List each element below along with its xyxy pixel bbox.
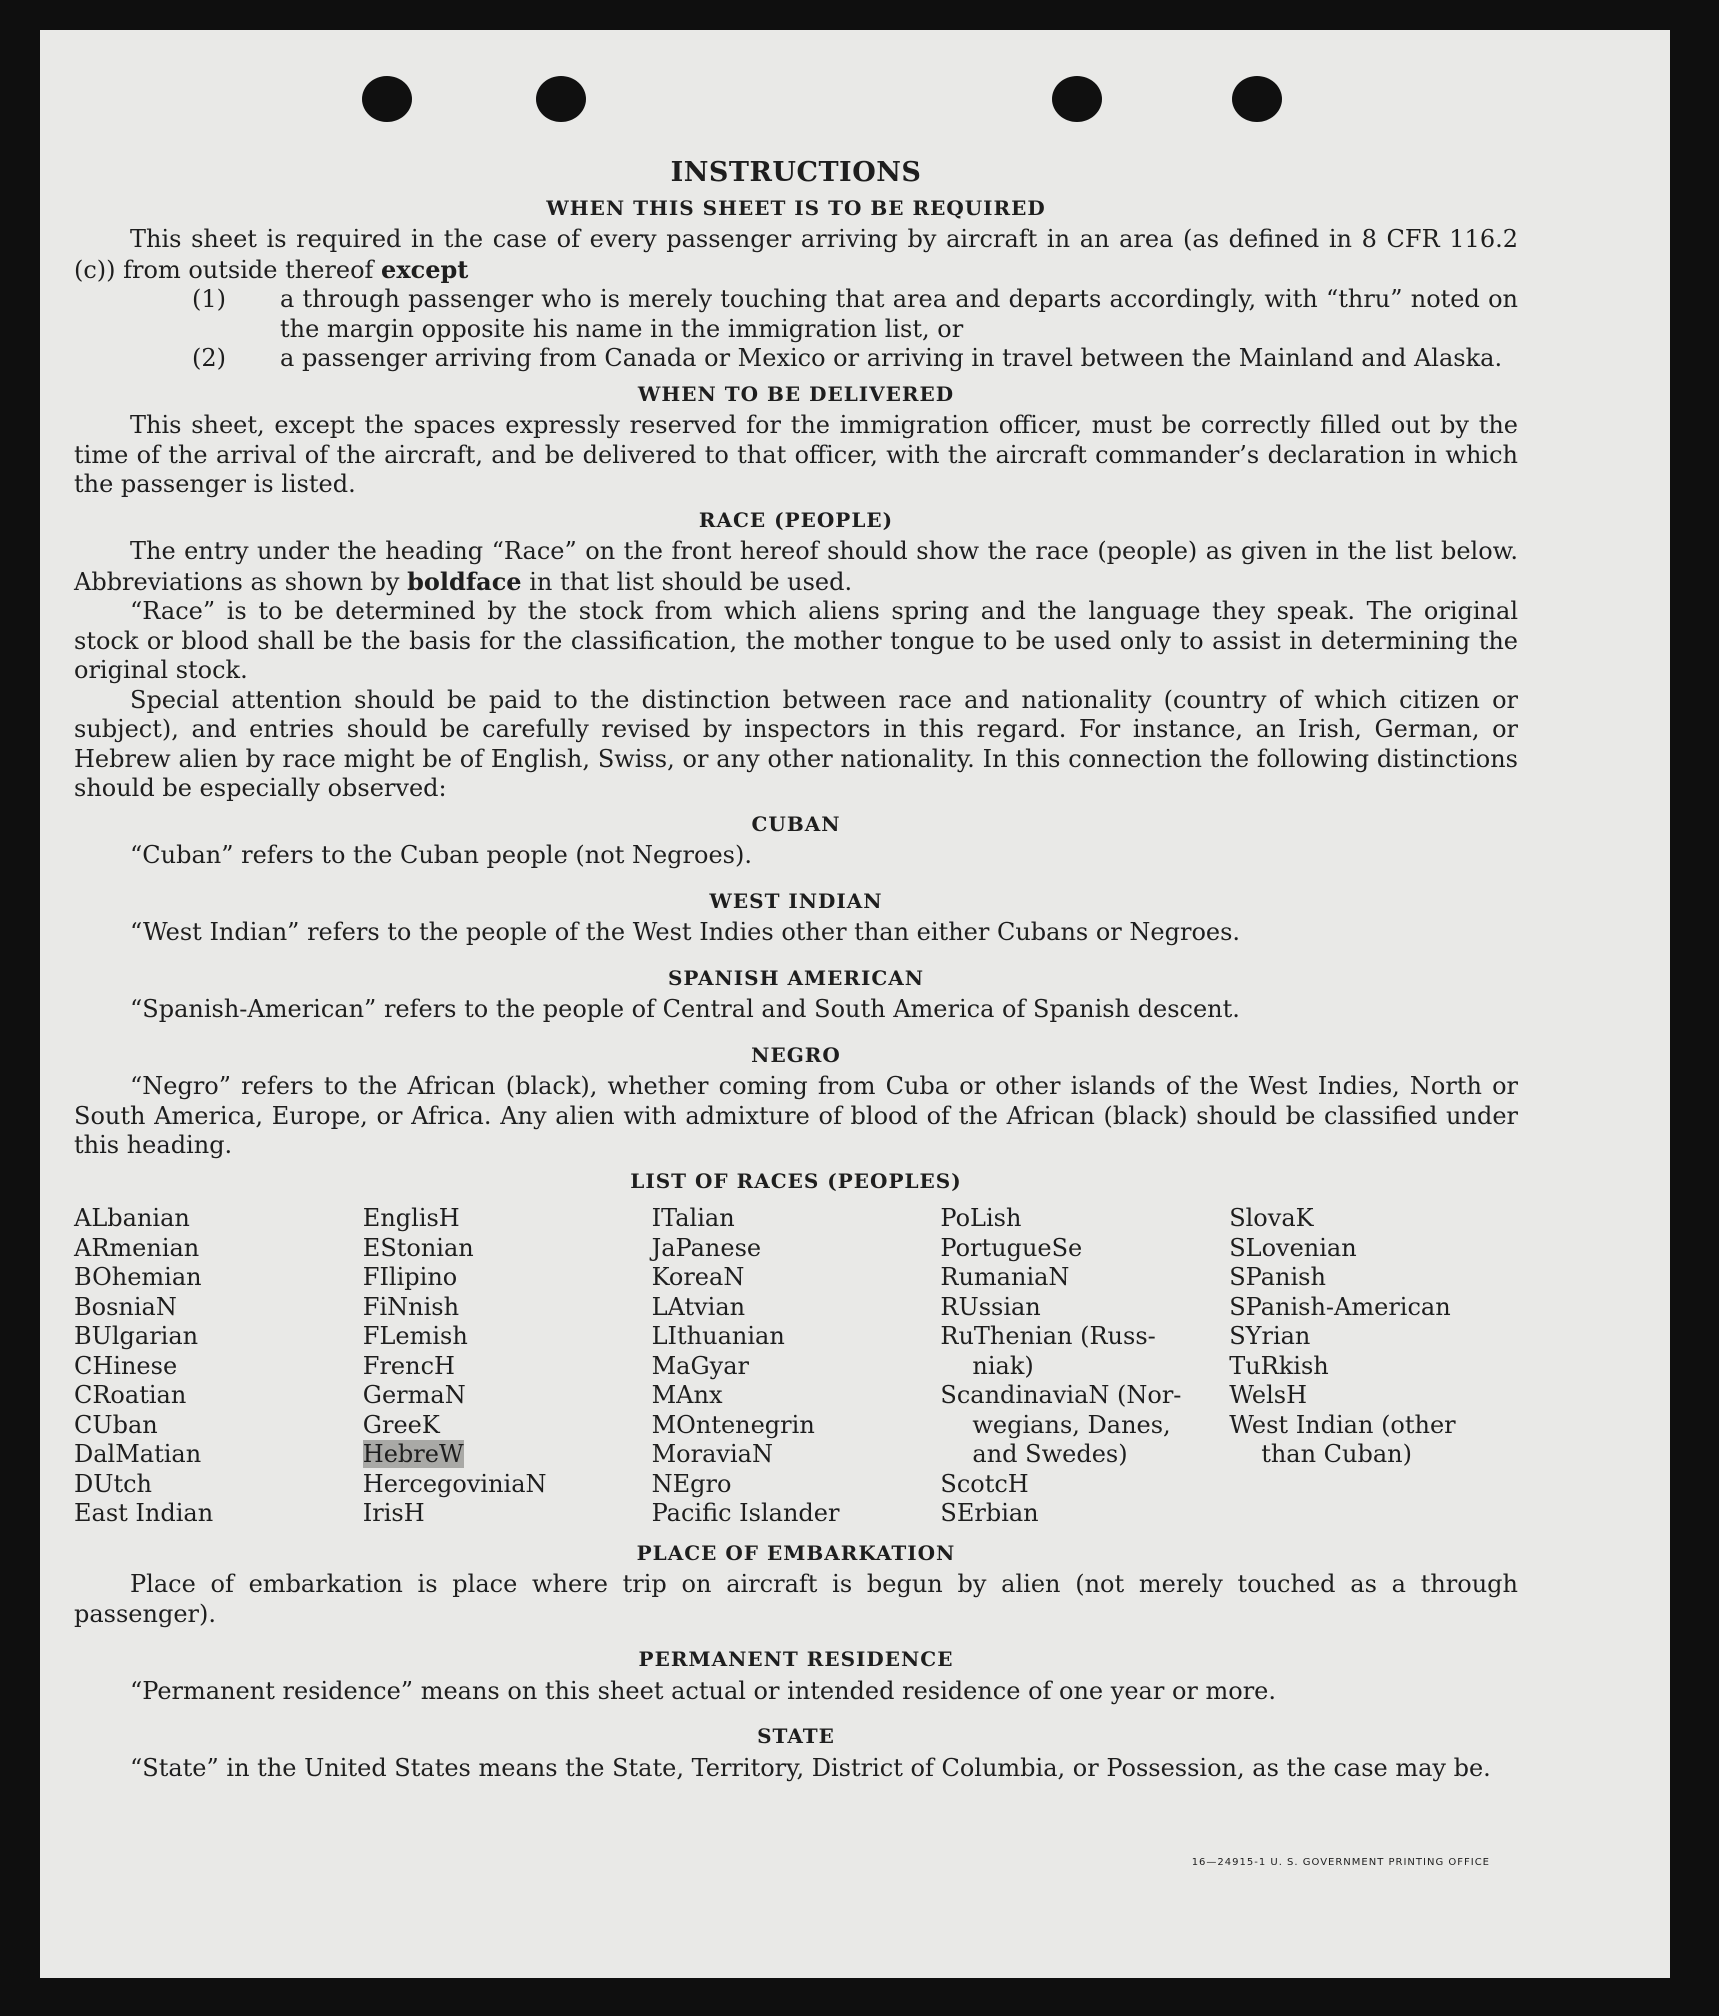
state-text: “State” in the United States means the State, Territory, District of Columbia, or Possession, as the case may be. <box>130 1753 1491 1782</box>
race-entry: RuThenian (Russ- <box>940 1322 1156 1350</box>
race-entry: DUtch <box>74 1469 153 1498</box>
race-entry: ALbanian <box>74 1204 190 1232</box>
race-entry: GermaN <box>362 1381 466 1409</box>
printer-imprint: 16—24915-1 U. S. GOVERNMENT PRINTING OFFICE <box>1191 1857 1490 1868</box>
race-entry-continued: and Swedes) <box>972 1440 1128 1468</box>
race-entry: FIlipino <box>362 1263 458 1291</box>
race-entry: RUssian <box>940 1292 1041 1321</box>
race-entry: SLovenian <box>1229 1233 1357 1262</box>
race-entry: LAtvian <box>651 1292 746 1321</box>
instructions-content <box>74 158 1518 1783</box>
race-entry: MAnx <box>651 1381 723 1409</box>
races-column <box>74 1204 363 1529</box>
race-entry: BUlgarian <box>74 1322 199 1350</box>
race-entry: FiNnish <box>362 1292 460 1321</box>
heading-cuban: CUBAN <box>751 811 841 836</box>
punch-hole <box>362 76 412 122</box>
heading-race: RACE (PEOPLE) <box>698 507 894 532</box>
document-sheet <box>40 30 1670 1978</box>
race-entry: IrisH <box>362 1499 425 1527</box>
list-item: (2) a passenger arriving from Canada or Mexico or arriving in travel between the Mainland and Alaska. <box>192 344 1503 372</box>
residence-text: “Permanent residence” means on this sheet actual or intended residence of one year or more. <box>130 1676 1276 1705</box>
race-entry: CRoatian <box>74 1381 187 1409</box>
race-entry-continued: than Cuban) <box>1261 1440 1412 1468</box>
race-entry-continued: wegians, Danes, <box>972 1410 1171 1439</box>
races-column <box>1229 1204 1518 1529</box>
race-entry: BosniaN <box>74 1292 177 1321</box>
heading-residence: PERMANENT RESIDENCE <box>638 1647 954 1671</box>
race-entry-continued: niak) <box>972 1351 1034 1380</box>
race-entry: SlovaK <box>1229 1204 1314 1232</box>
race-entry: East Indian <box>74 1499 214 1527</box>
west-indian-text: “West Indian” refers to the people of the West Indies other than either Cubans or Negroes. <box>130 918 1241 946</box>
race-entry: EStonian <box>362 1233 474 1262</box>
list-item: (1) a through passenger who is merely touching that area and departs accordingly, with “thru” noted on the margin opposite his name in the immigration list, or <box>192 285 1518 343</box>
race-entry: FrencH <box>362 1351 455 1380</box>
race-paragraph: The entry under the heading “Race” on the front hereof should show the race (people) as given in the list below. Abbreviations as shown by boldface in that list should be used. <box>74 537 1518 596</box>
race-entry: Pacific Islander <box>651 1499 840 1527</box>
races-column <box>363 1204 652 1529</box>
race-entry: KoreaN <box>651 1263 745 1291</box>
cuban-text: “Cuban” refers to the Cuban people (not Negroes). <box>130 841 752 869</box>
race-entry: MaGyar <box>651 1351 749 1380</box>
race-entry: CHinese <box>74 1351 178 1380</box>
race-entry: DalMatian <box>74 1440 202 1468</box>
race-entry: SPanish <box>1229 1263 1326 1291</box>
race-entry: SPanish-American <box>1229 1292 1451 1321</box>
heading-spanish-american: SPANISH AMERICAN <box>667 965 925 990</box>
race-entry: TuRkish <box>1229 1351 1329 1380</box>
races-column <box>652 1204 941 1529</box>
negro-text: “Negro” refers to the African (black), whether coming from Cuba or other islands of the West Indies, North or South America, Europe, or Africa. Any alien with admixture of blood of the African (black) should be classified under this heading. <box>74 1072 1518 1159</box>
race-entry: ITalian <box>651 1204 735 1232</box>
delivered-text: This sheet, except the spaces expressly reserved for the immigration officer, must be correctly filled out by the time of the arrival of the aircraft, and be delivered to that officer, with the aircraft commander’s declaration in which the passenger is listed. <box>74 411 1518 498</box>
race-entry: GreeK <box>362 1410 440 1439</box>
race-entry: BOhemian <box>74 1263 202 1291</box>
heading-west-indian: WEST INDIAN <box>709 888 883 913</box>
race-entry: WelsH <box>1229 1381 1308 1409</box>
heading-state: STATE <box>757 1724 835 1748</box>
punch-hole <box>1232 76 1282 122</box>
race-entry: JaPanese <box>651 1233 762 1262</box>
embarkation-text: Place of embarkation is place where trip on aircraft is begun by alien (not merely touched as a through passenger). <box>74 1570 1518 1628</box>
page-title: INSTRUCTIONS <box>670 157 922 188</box>
race-entry: SYrian <box>1229 1322 1311 1350</box>
race-paragraph: Special attention should be paid to the distinction between race and nationality (country of which citizen or subject), and entries should be carefully revised by inspectors in this regard. For instance, an Irish, German, or Hebrew alien by race might be of English, Swiss, or any other nationality. In this connection the following distinctions should be especially observed: <box>74 685 1518 802</box>
race-paragraph: “Race” is to be determined by the stock from which aliens spring and the language they speak. The original stock or blood shall be the basis for the classification, the mother tongue to be used only to assist in determining the original stock. <box>74 597 1518 684</box>
punch-hole <box>536 76 586 122</box>
race-entry: ScandinaviaN (Nor- <box>940 1381 1182 1409</box>
punch-hole <box>1052 76 1102 122</box>
race-entry: HercegoviniaN <box>362 1469 547 1498</box>
heading-negro: NEGRO <box>751 1042 841 1067</box>
race-entry: CUban <box>74 1410 158 1439</box>
race-entry: RumaniaN <box>940 1263 1070 1291</box>
race-entry: SErbian <box>940 1499 1039 1527</box>
heading-required: WHEN THIS SHEET IS TO BE REQUIRED <box>546 195 1046 220</box>
race-entry: ARmenian <box>74 1233 200 1262</box>
races-list <box>74 1204 1518 1529</box>
heading-list-of-races: LIST OF RACES (PEOPLES) <box>630 1168 962 1193</box>
race-entry: MoraviaN <box>651 1440 773 1468</box>
race-entry: PoLish <box>940 1204 1022 1232</box>
race-entry: FLemish <box>362 1322 468 1350</box>
races-column <box>940 1204 1229 1529</box>
race-entry: EnglisH <box>362 1204 460 1232</box>
race-entry: MOntenegrin <box>651 1410 815 1439</box>
race-entry: West Indian (other <box>1229 1410 1456 1439</box>
race-entry: NEgro <box>651 1469 732 1498</box>
heading-embarkation: PLACE OF EMBARKATION <box>636 1540 956 1565</box>
required-text: This sheet is required in the case of every passenger arriving by aircraft in an area (as defined in 8 CFR 116.2 (c)) from outside thereof except <box>74 225 1518 284</box>
race-entry: ScotcH <box>940 1469 1029 1498</box>
race-entry: LIthuanian <box>651 1322 785 1350</box>
race-entry: HebreW <box>362 1440 464 1468</box>
heading-delivered: WHEN TO BE DELIVERED <box>637 381 955 406</box>
spanish-american-text: “Spanish-American” refers to the people of Central and South America of Spanish descent. <box>130 995 1240 1023</box>
race-entry: PortugueSe <box>940 1233 1083 1262</box>
